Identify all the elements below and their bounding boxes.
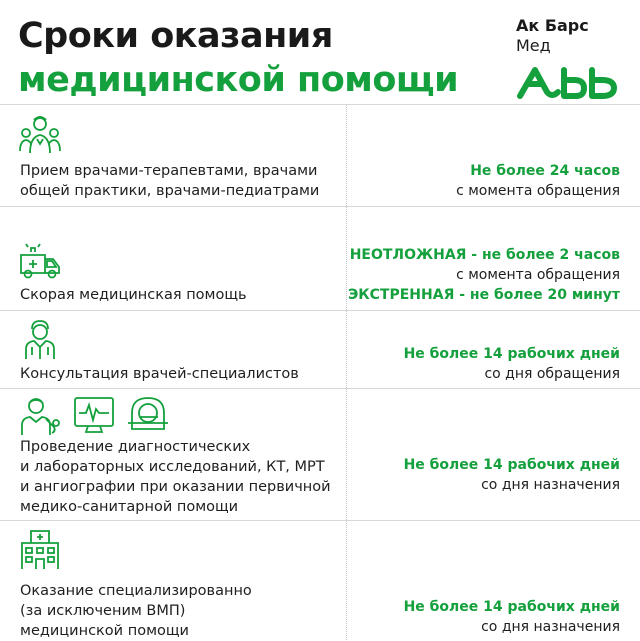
table-row bbox=[0, 310, 640, 388]
doctor-stethoscope-icon bbox=[18, 393, 62, 437]
column-divider bbox=[346, 389, 347, 520]
page-title-line2: медицинской помощи bbox=[18, 60, 459, 100]
term-value: Не более 14 рабочих дней bbox=[403, 599, 620, 615]
description-line: медико-санитарной помощи bbox=[20, 499, 239, 515]
table-row bbox=[0, 388, 640, 520]
column-divider bbox=[346, 207, 347, 310]
description-line: и лабораторных исследований, КТ, МРТ bbox=[20, 459, 325, 475]
description-line: общей практики, врачами-педиатрами bbox=[20, 183, 320, 199]
row-term bbox=[404, 344, 620, 384]
logo-text-line1: Ак Барс bbox=[516, 16, 589, 35]
table-row bbox=[0, 206, 640, 310]
description-line: и ангиографии при оказании первичной bbox=[20, 479, 331, 495]
description-line: (за исключеним ВМП) bbox=[20, 603, 186, 619]
row-icons bbox=[18, 239, 62, 283]
table-row bbox=[0, 520, 640, 640]
logo-text-line2: Мед bbox=[516, 36, 551, 55]
row-description bbox=[20, 364, 299, 384]
term-value: Не более 14 рабочих дней bbox=[403, 346, 620, 362]
logo-mark-icon bbox=[516, 62, 620, 102]
term-value: Не более 24 часов bbox=[470, 163, 620, 179]
description-line: Прием врачами-терапевтами, врачами bbox=[20, 163, 318, 179]
row-icons bbox=[18, 393, 170, 437]
term-note: с момента обращения bbox=[456, 267, 620, 283]
row-icons bbox=[18, 527, 62, 571]
row-description bbox=[20, 161, 319, 201]
row-icons bbox=[18, 317, 62, 361]
hospital-icon bbox=[18, 527, 62, 571]
header bbox=[18, 14, 622, 104]
term-note: со дня назначения bbox=[481, 619, 620, 635]
emergency-term-value: ЭКСТРЕННАЯ - не более 20 минут bbox=[347, 287, 620, 303]
term-value: Не более 14 рабочих дней bbox=[403, 457, 620, 473]
description-line: Оказание специализированно bbox=[20, 583, 252, 599]
row-description bbox=[20, 437, 331, 517]
description-line: Консультация врачей-специалистов bbox=[20, 366, 299, 382]
row-icons bbox=[18, 111, 62, 155]
row-term bbox=[456, 161, 620, 201]
mri-scanner-icon bbox=[126, 393, 170, 437]
column-divider bbox=[346, 311, 347, 388]
row-description bbox=[20, 581, 252, 641]
ak-bars-med-logo bbox=[516, 16, 622, 102]
term-note: с момента обращения bbox=[456, 183, 620, 199]
doctor-icon bbox=[18, 317, 62, 361]
table-row bbox=[0, 104, 640, 206]
page-title-line1: Сроки оказания bbox=[18, 16, 333, 56]
row-term bbox=[404, 597, 620, 637]
column-divider bbox=[346, 105, 347, 206]
doctors-group-icon bbox=[18, 111, 62, 155]
description-line: Проведение диагностических bbox=[20, 439, 251, 455]
row-term bbox=[348, 245, 620, 305]
description-line: Скорая медицинская помощь bbox=[20, 287, 247, 303]
ambulance-icon bbox=[18, 239, 62, 283]
cardio-monitor-icon bbox=[72, 393, 116, 437]
row-term bbox=[404, 455, 620, 495]
term-note: со дня назначения bbox=[481, 477, 620, 493]
column-divider bbox=[346, 521, 347, 640]
timeframes-table bbox=[0, 104, 640, 640]
row-description bbox=[20, 285, 247, 305]
term-note: со дня обращения bbox=[484, 366, 620, 382]
urgent-term-value: НЕОТЛОЖНАЯ - не более 2 часов bbox=[349, 247, 620, 263]
description-line: медицинской помощи bbox=[20, 623, 189, 639]
